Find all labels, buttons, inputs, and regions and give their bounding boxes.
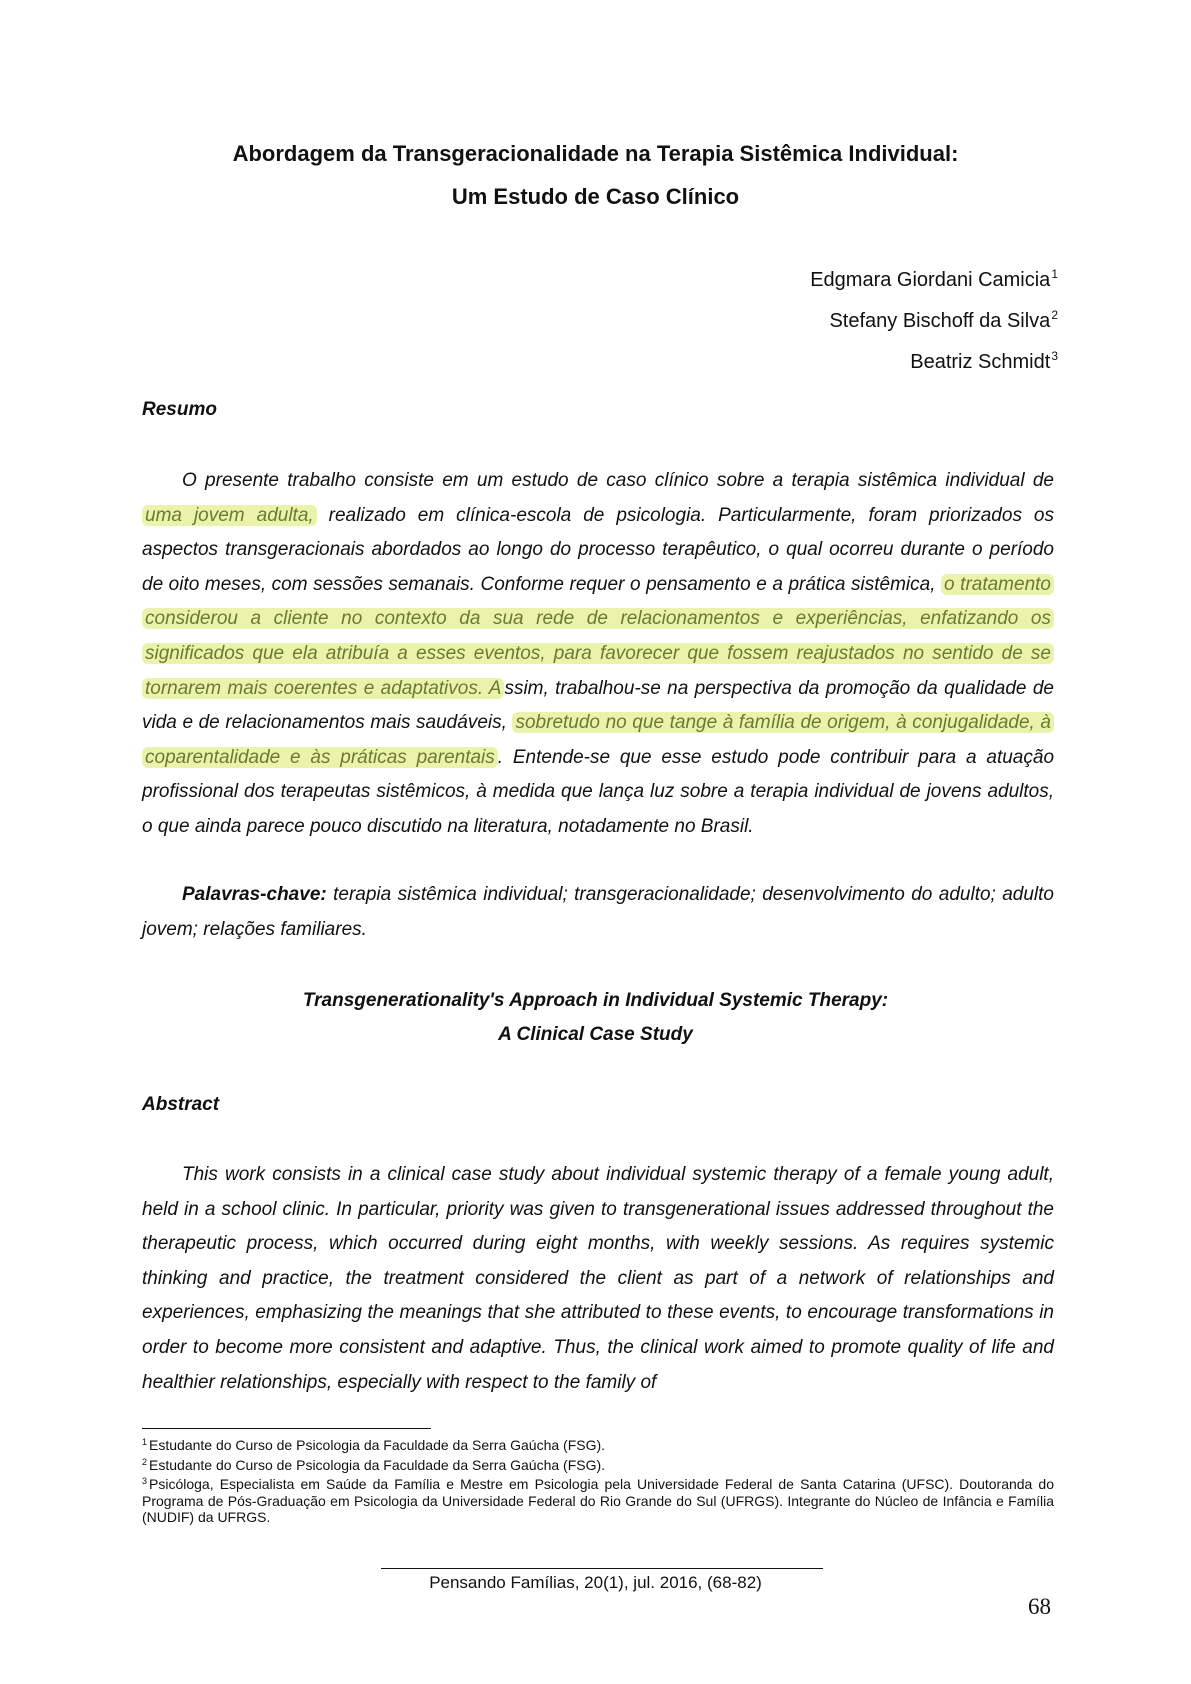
footnote-text: Estudante do Curso de Psicologia da Faculdade da Serra Gaúcha (FSG). [149, 1456, 606, 1473]
author-name: Edgmara Giordani Camicia [810, 269, 1051, 291]
author-name: Beatriz Schmidt [910, 351, 1051, 373]
page-number: 68 [1028, 1594, 1051, 1619]
english-title-line-2: A Clinical Case Study [498, 1024, 693, 1045]
resumo-text: ssim, trabalhou-se na perspectiva da promoção da qualidade de vida e de relacionamentos mais saudáveis, [142, 677, 1054, 734]
resumo-paragraph [142, 464, 1054, 845]
keywords-label: Palavras-chave: [182, 884, 327, 905]
abstract-heading: Abstract [142, 1094, 220, 1115]
author-name: Stefany Bischoff da Silva [829, 310, 1051, 332]
author-3 [810, 339, 1058, 380]
resumo-text: . Entende-se que esse estudo pode contribuir para a atuação profissional dos terapeutas sistêmicos, à medida que lança luz sobre a terapia individual de jovens adultos, o que ainda parece pouco discutido na literatura, notadamente no Brasil. [142, 746, 1055, 837]
footnote-number: 2 [142, 1456, 148, 1467]
author-2 [810, 298, 1058, 339]
author-footnote-ref: 2 [1051, 308, 1058, 322]
footnote-text: Psicóloga, Especialista em Saúde da Família e Mestre em Psicologia pela Universidade Federal de Santa Catarina (UFSC). Doutoranda do Programa de Pós-Graduação em Psicologia da Universidade Federal do Rio Grande do Sul (UFRGS). Integrante do Núcleo de Infância e Família (NUDIF) da UFRGS. [142, 1476, 1054, 1525]
keywords-text: terapia sistêmica individual; transgeracionalidade; desenvolvimento do adulto; adulto jovem; relações familiares. [142, 884, 1054, 940]
keywords-paragraph [142, 878, 1054, 947]
article-title-line-2: Um Estudo de Caso Clínico [451, 184, 740, 209]
highlight-family: sobretudo no que tange à família de origem, à conjugalidade, à coparentalidade e às práticas parentais [142, 712, 1054, 768]
author-footnote-ref: 3 [1051, 349, 1058, 363]
abstract-paragraph [142, 1158, 1054, 1400]
footnotes [142, 1434, 1054, 1526]
footnote-text: Estudante do Curso de Psicologia da Faculdade da Serra Gaúcha (FSG). [149, 1437, 606, 1453]
article-title-line-1: Abordagem da Transgeracionalidade na Terapia Sistêmica Individual: [232, 141, 959, 166]
highlight-young-adult: uma jovem adulta, [142, 505, 317, 526]
resumo-text: O presente trabalho consiste em um estudo de caso clínico sobre a terapia sistêmica individual de [182, 470, 1054, 491]
journal-citation: Pensando Famílias, 20(1), jul. 2016, (68-82) [429, 1573, 762, 1592]
author-list [810, 257, 1058, 380]
highlight-treatment: o tratamento considerou a cliente no contexto da sua rede de relacionamentos e experiências, enfatizando os significados que ela atribuía a esses eventos, para favorecer que fossem reajustados no sentido de se tornarem mais coerentes e adaptativos. A [142, 574, 1054, 699]
author-1 [810, 257, 1058, 298]
resumo-text: realizado em clínica-escola de psicologia. Particularmente, foram priorizados os aspectos transgeracionais abordados ao longo do processo terapêutico, o qual ocorreu durante o período de oito meses, com sessões semanais. Conforme requer o pensamento e a prática sistêmica, [142, 504, 1054, 595]
footnote-divider [142, 1428, 431, 1429]
footnote-2 [142, 1454, 1054, 1474]
footnote-1 [142, 1434, 1054, 1454]
abstract-text: This work consists in a clinical case study about individual systemic therapy of a female young adult, held in a school clinic. In particular, priority was given to transgenerational issues addressed throughout the therapeutic process, which occurred during eight months, with weekly sessions. As requires systemic thinking and practice, the treatment considered the client as part of a network of relationships and experiences, emphasizing the meanings that she attributed to these events, to encourage transformations in order to become more consistent and adaptive. Thus, the clinical work aimed to promote quality of life and healthier relationships, especially with respect to the family of [142, 1164, 1054, 1393]
resumo-heading: Resumo [142, 399, 217, 420]
footnote-number: 1 [142, 1437, 148, 1447]
english-title-line-1: Transgenerationality's Approach in Individual Systemic Therapy: [302, 990, 889, 1011]
author-footnote-ref: 1 [1051, 267, 1058, 281]
footnote-3 [142, 1473, 1054, 1526]
footer-divider [381, 1568, 823, 1569]
footnote-number: 3 [142, 1476, 148, 1486]
